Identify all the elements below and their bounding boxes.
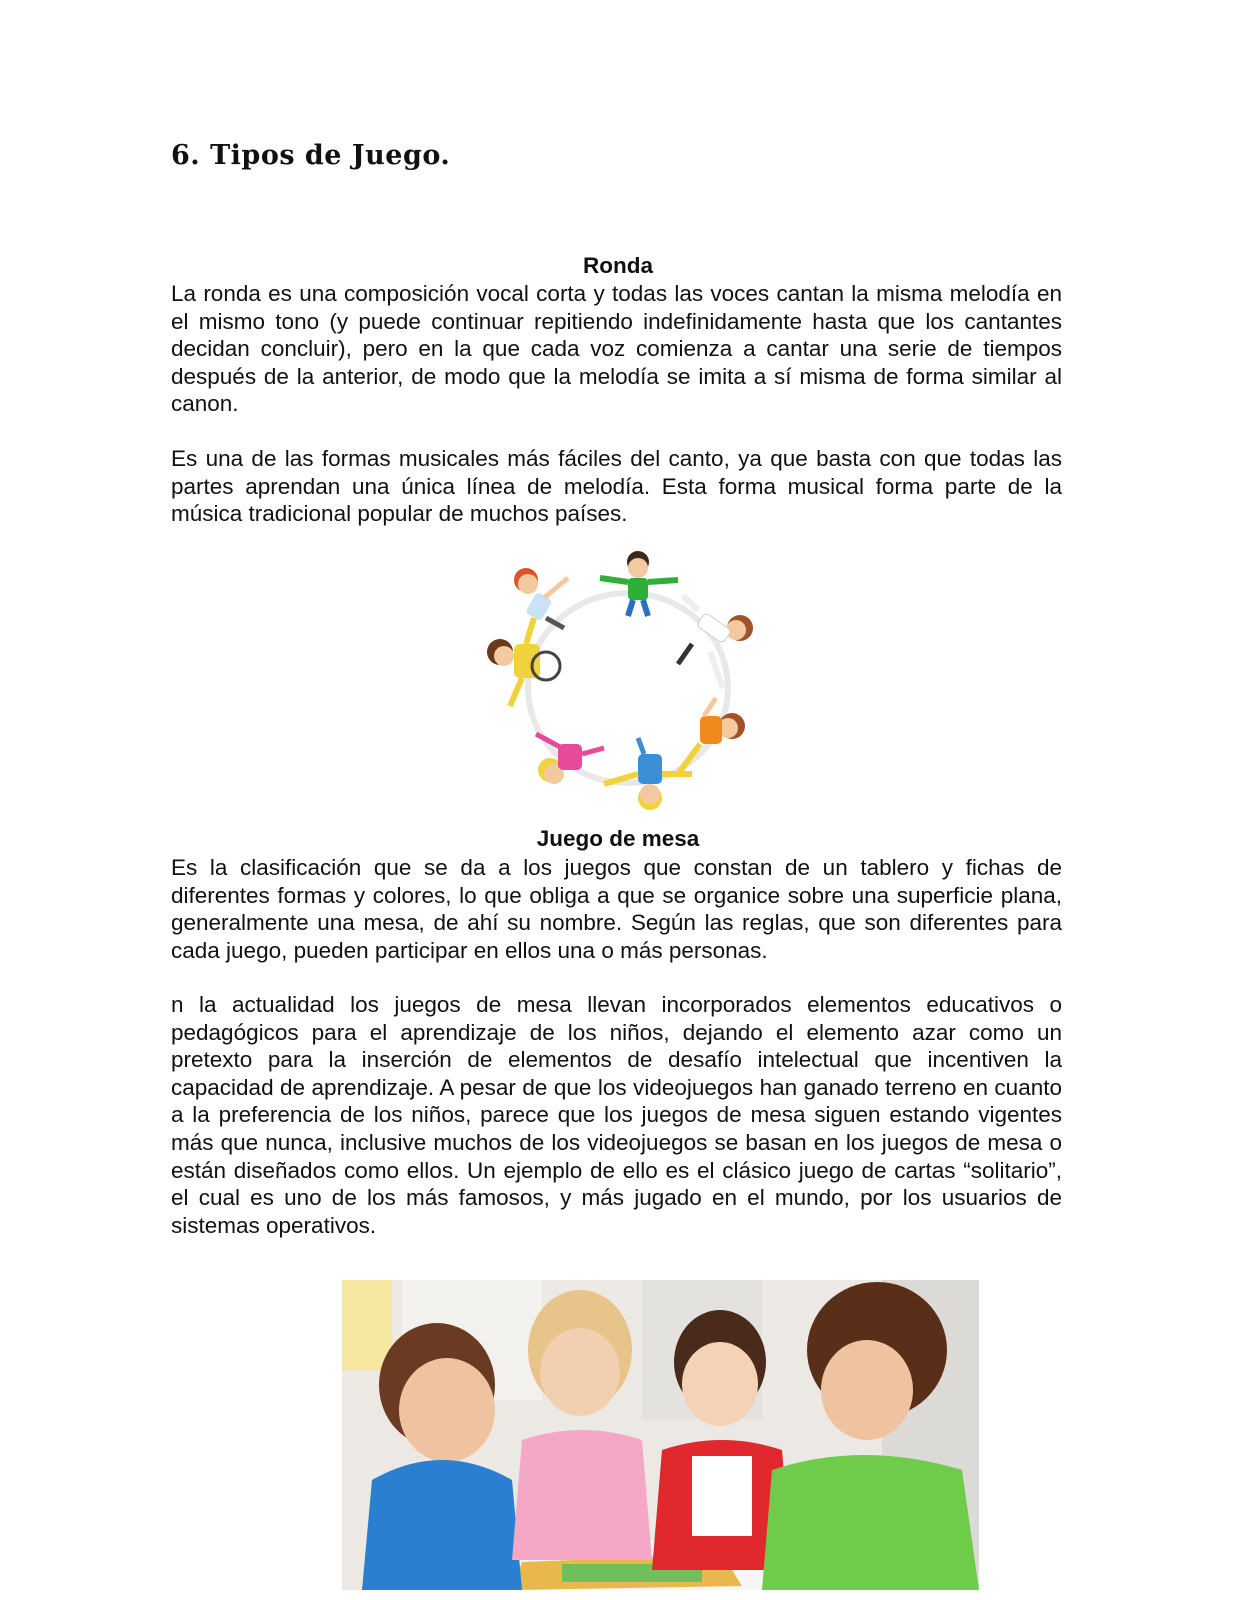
ronda-illustration [478, 548, 768, 818]
children-board-game-photo [342, 1280, 979, 1590]
page-title: 6. Tipos de Juego. [171, 140, 451, 171]
child-blue-figure [604, 738, 692, 810]
ronda-paragraph-2: Es una de las formas musicales más fáciles del canto, ya que basta con que todas las partes aprendan una única línea de melodía. Esta forma musical forma parte de la música tradicional popular de muchos países. [171, 446, 1062, 527]
child-orange-figure [678, 698, 745, 774]
child-green-figure [600, 551, 678, 616]
section-heading-juego-de-mesa: Juego de mesa [536, 826, 700, 851]
mesa-paragraph-2: n la actualidad los juegos de mesa llevan incorporados elementos educativos o pedagógicos para el aprendizaje de los niños, dejando el elemento azar como un pretexto para la inserción de elementos de desafío intelectual que incentiven la capacidad de aprendizaje. A pesar de que los videojuegos han ganado terreno en cuanto a la preferencia de los niños, parece que los juegos de mesa siguen estando vigentes más que nunca, inclusive muchos de los videojuegos se basan en los juegos de mesa o están diseñados como ellos. Un ejemplo de ello es el clásico juego de cartas “solitario”, el cual es uno de los más famosos, y más jugado en el mundo, por los usuarios de sistemas operativos. [171, 992, 1062, 1238]
section-heading-ronda: Ronda [583, 253, 653, 278]
ronda-paragraph-1: La ronda es una composición vocal corta y todas las voces cantan la misma melodía en el mismo tono (y puede continuar repitiendo indefinidamente hasta que los cantantes decidan concluir), pero en la que cada voz comienza a cantar una serie de tiempos después de la anterior, de modo que la melodía se imita a sí misma de forma similar al canon. [171, 281, 1062, 417]
mesa-paragraph-1: Es la clasificación que se da a los juegos que constan de un tablero y fichas de diferentes formas y colores, lo que obliga a que se organice sobre una superficie plana, generalmente una mesa, de ahí su nombre. Según las reglas, que son diferentes para cada juego, pueden participar en ellos una o más personas. [171, 855, 1062, 963]
